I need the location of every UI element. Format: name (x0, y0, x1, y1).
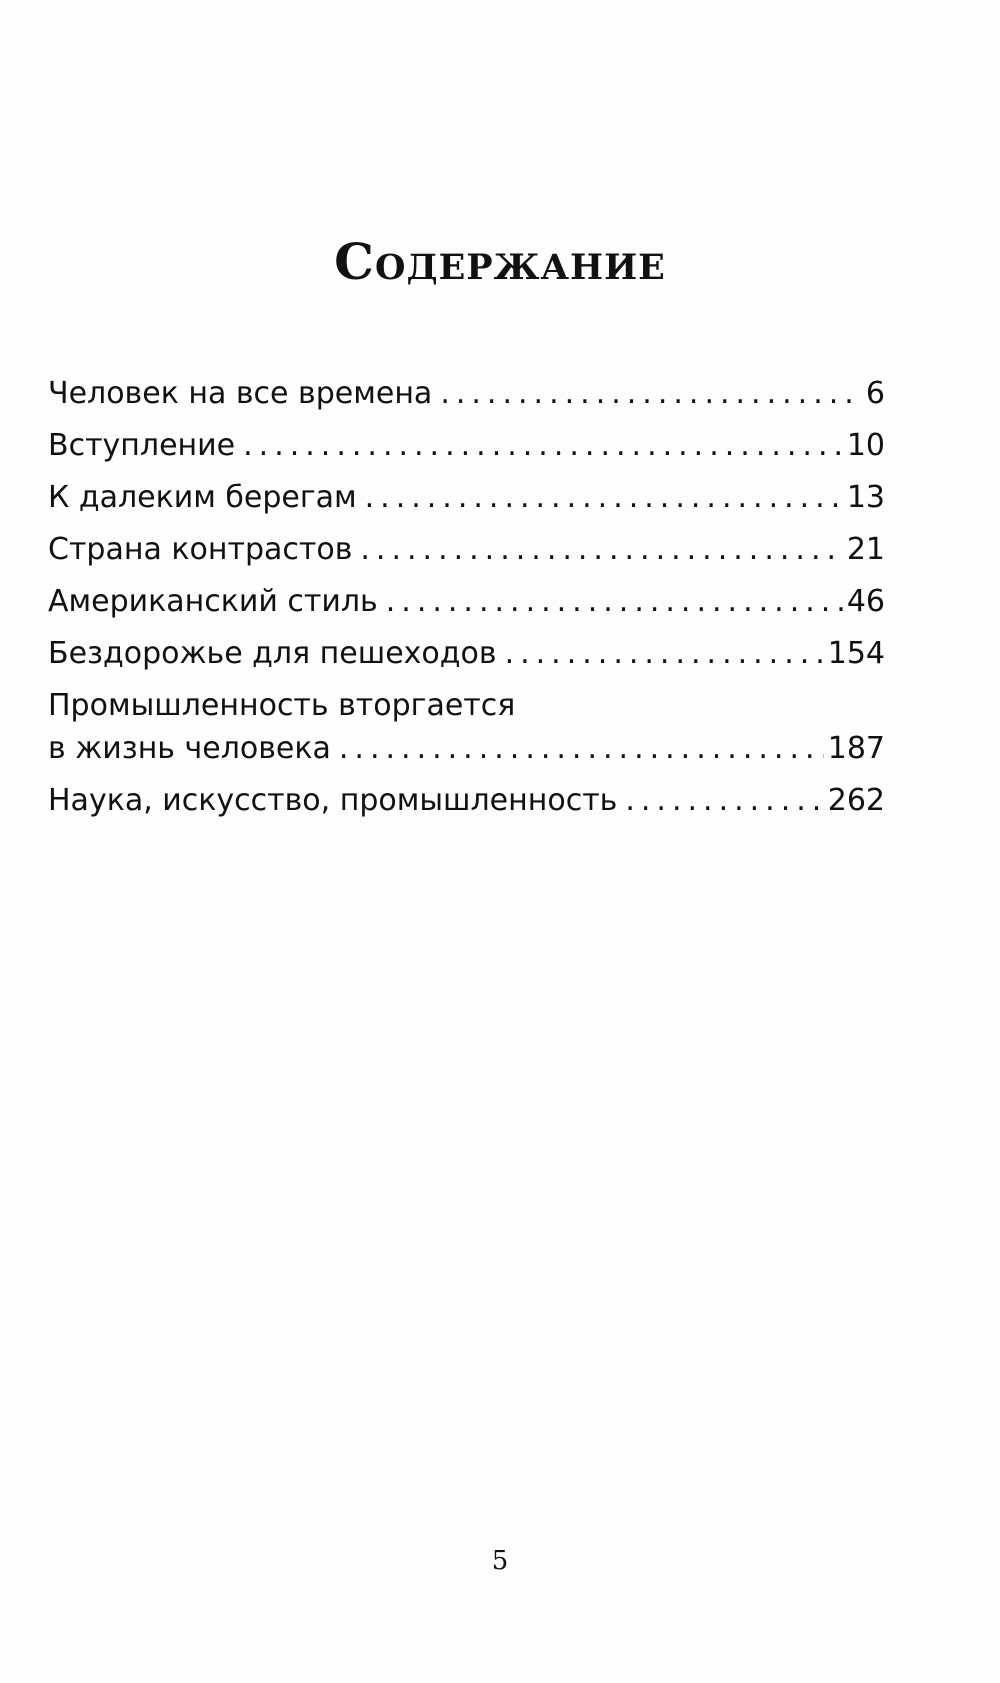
toc-entry-page: 6 (865, 376, 885, 411)
toc-entry (48, 476, 885, 519)
page-number: 5 (491, 1546, 509, 1576)
toc-entry-title: Наука, искусство, промышленность (48, 783, 618, 818)
toc-entry (48, 727, 885, 770)
toc-entry-page: 10 (846, 428, 885, 463)
dot-leader (625, 779, 823, 822)
dot-leader (360, 528, 842, 571)
toc-entry (48, 779, 885, 822)
toc-entry-page: 262 (827, 783, 885, 818)
toc-entry-title: Вступление (48, 428, 236, 463)
dot-leader (505, 632, 824, 675)
table-of-contents (48, 372, 885, 831)
toc-entry (48, 528, 885, 571)
toc-entry-title-line1: Промышленность вторгается (48, 688, 516, 723)
toc-entry-page: 13 (846, 480, 885, 515)
toc-entry-title: Человек на все времена (48, 376, 433, 411)
dot-leader (386, 580, 843, 623)
toc-entry-page: 46 (846, 584, 885, 619)
toc-entry-page: 21 (846, 532, 885, 567)
toc-entry-title: Страна контрастов (48, 532, 353, 567)
toc-entry-page: 154 (827, 636, 885, 671)
toc-entry (48, 372, 885, 415)
toc-entry-page: 187 (827, 731, 885, 766)
dot-leader (243, 424, 843, 467)
toc-entry-title: Американский стиль (48, 584, 378, 619)
toc-entry-multiline (48, 684, 885, 770)
toc-entry (48, 580, 885, 623)
dot-leader (339, 727, 824, 770)
toc-entry (48, 424, 885, 467)
dot-leader (440, 372, 862, 415)
toc-entry (48, 632, 885, 675)
toc-entry-title: Бездорожье для пешеходов (48, 636, 497, 671)
toc-entry-title: К далеким берегам (48, 480, 357, 515)
page-title: Содержание (334, 232, 666, 291)
dot-leader (365, 476, 843, 519)
toc-entry-title: в жизнь человека (48, 731, 331, 766)
